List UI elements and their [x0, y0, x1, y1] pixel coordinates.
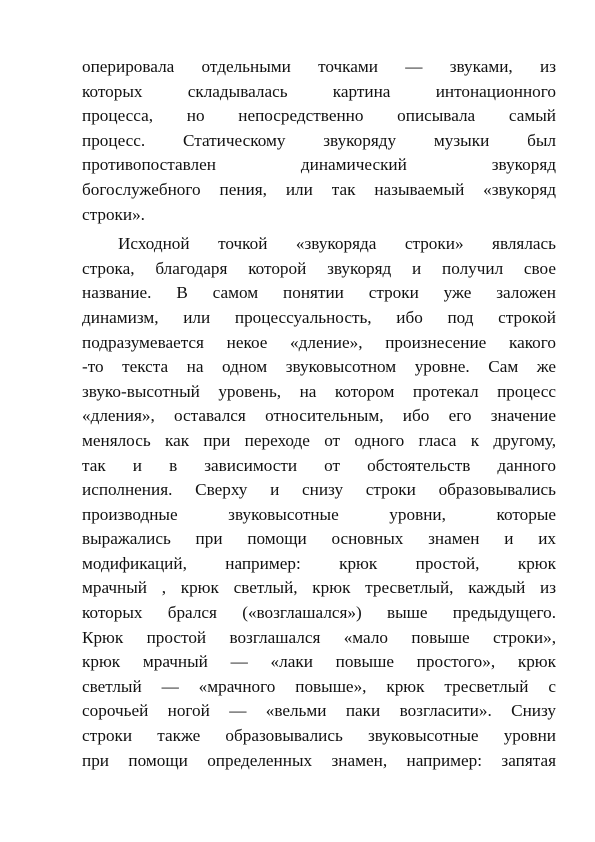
text-line: -то текста на одном звуковысотном уровне. Сам же — [82, 357, 556, 377]
text-line: «дления», оставался относительным, ибо его значение — [82, 406, 556, 426]
text-line: менялось как при переходе от одного гласа к другому, — [82, 430, 556, 450]
text-line: модификаций, например: крюк простой, крюк — [82, 553, 556, 573]
text-line: звуко-высотный уровень, на котором протекал процесс — [82, 381, 556, 401]
text-line: выражались при помощи основных знамен и их — [82, 529, 556, 549]
text-line: сорочьей ногой — «вельми паки возгласити». Снизу — [82, 701, 556, 721]
text-line: исполнения. Сверху и снизу строки образовывались — [82, 480, 556, 500]
text-line: противопоставлен динамический звукоряд — [82, 155, 556, 175]
text-line: Крюк простой возглашался «мало повыше строки», — [82, 627, 556, 647]
text-line: которых брался («возглашался») выше предыдущего. — [82, 603, 556, 623]
text-line: Исходной точкой «звукоряда строки» являлась — [118, 234, 556, 254]
text-line: строки». — [82, 204, 145, 224]
text-line: подразумевается некое «дление», произнесение какого — [82, 332, 556, 352]
text-line: светлый — «мрачного повыше», крюк тресветлый с — [82, 676, 556, 696]
text-line: название. В самом понятии строки уже заложен — [82, 283, 556, 303]
text-line: процесс. Статическому звукоряду музыки был — [82, 130, 556, 150]
paragraph-1 — [82, 55, 556, 227]
text-line: процесса, но непосредственно описывала самый — [82, 106, 556, 126]
text-line: богослужебного пения, или так называемый «звукоряд — [82, 179, 556, 199]
text-line: которых складывалась картина интонационного — [82, 81, 556, 101]
text-line: так и в зависимости от обстоятельств данного — [82, 455, 556, 475]
text-line: мрачный , крюк светлый, крюк тресветлый, каждый из — [82, 578, 556, 598]
text-line: строка, благодаря которой звукоряд и получил свое — [82, 258, 556, 278]
text-line: динамизм, или процессуальность, ибо под строкой — [82, 307, 556, 327]
body-text — [82, 55, 556, 773]
text-line: при помощи определенных знамен, например: запятая — [82, 750, 556, 770]
text-line: производные звуковысотные уровни, которые — [82, 504, 556, 524]
paragraph-2 — [82, 232, 556, 773]
text-line: крюк мрачный — «лаки повыше простого», крюк — [82, 652, 556, 672]
text-line: оперировала отдельными точками — звуками, из — [82, 57, 556, 76]
text-line: строки также образовывались звуковысотные уровни — [82, 726, 556, 746]
